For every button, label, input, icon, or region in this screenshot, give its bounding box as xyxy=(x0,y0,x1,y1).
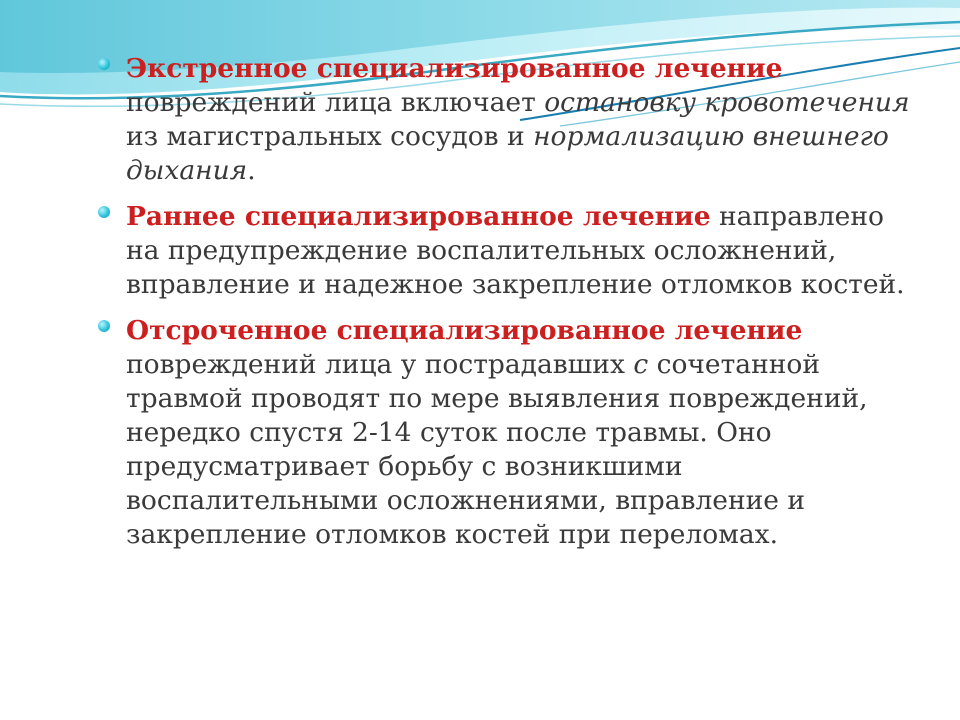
bullet-text: сочетанной травмой проводят по мере выявления повреждений, нередко спустя 2-14 суток после травмы. Оно предусматривает борьбу с возникшими воспалительными осложнениями, вправление и закрепление отломков костей при переломах. xyxy=(126,349,868,550)
bullet-text: направлено на предупреждение воспалительных осложнений, вправление и надежное закрепление отломков костей. xyxy=(126,201,905,300)
bullet-emphasis: с xyxy=(633,349,649,380)
bullet-heading: Экстренное специализированное лечение xyxy=(126,53,783,84)
bullet-icon xyxy=(98,320,110,332)
bullet-emphasis: нормализацию внешнего дыхания xyxy=(126,121,889,186)
bullet-emphasis: остановку кровотечения xyxy=(544,87,910,118)
bullet-item-emergency-treatment xyxy=(98,52,918,188)
slide-content xyxy=(98,52,918,564)
bullet-icon xyxy=(98,58,110,70)
bullet-text: повреждений лица у пострадавших xyxy=(126,349,634,380)
bullet-heading: Раннее специализированное лечение xyxy=(126,201,711,232)
bullet-item-early-treatment xyxy=(98,200,918,302)
bullet-list xyxy=(98,52,918,552)
bullet-item-delayed-treatment xyxy=(98,314,918,552)
bullet-text: из магистральных сосудов и xyxy=(126,121,534,152)
bullet-text: . xyxy=(247,155,256,186)
bullet-icon xyxy=(98,206,110,218)
bullet-heading: Отсроченное специализированное лечение xyxy=(126,315,803,346)
bullet-text: повреждений лица включает xyxy=(126,87,545,118)
